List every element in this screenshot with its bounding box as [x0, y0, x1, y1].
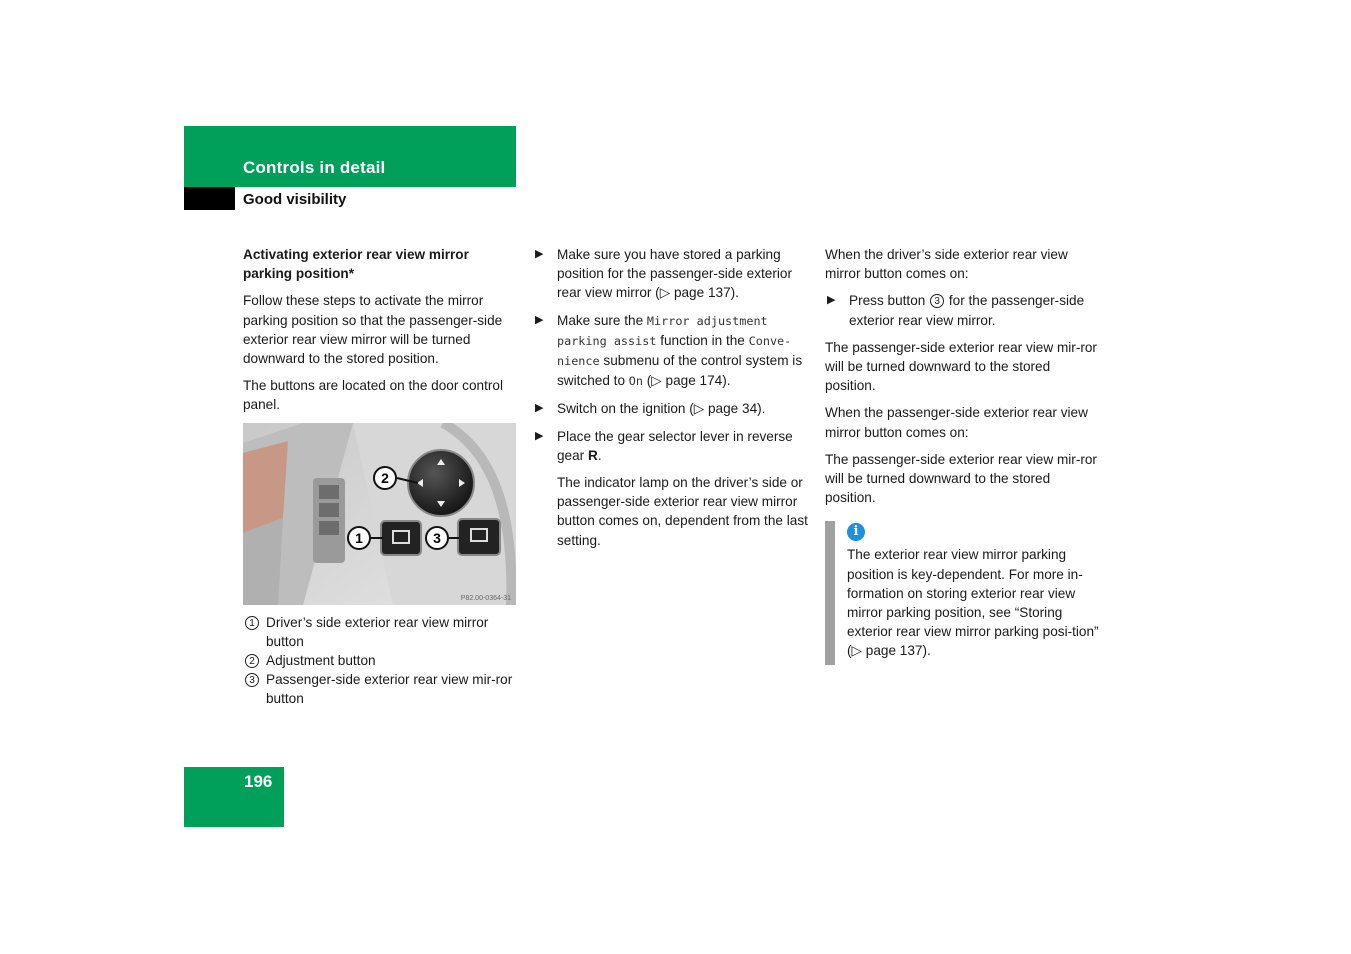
- step-store-position: ▶ Make sure you have stored a parking position for the passenger-side exterior rear view mirror (▷ page 137).: [535, 247, 792, 301]
- page-number: 196: [244, 772, 273, 791]
- procedure-heading: Activating exterior rear view mirror parking position*: [243, 247, 469, 282]
- svg-text:2: 2: [381, 469, 389, 486]
- figure-code: P82.00-0364-31: [460, 594, 511, 602]
- location-paragraph: The buttons are located on the door control panel.: [243, 378, 503, 413]
- figure-legend: [243, 613, 518, 709]
- result-paragraph: The passenger-side exterior rear view mir-ror will be turned downward to the stored position.: [825, 339, 1097, 394]
- legend-item: 2 Adjustment button: [243, 651, 518, 670]
- indicator-note: The indicator lamp on the driver’s side or passenger-side exterior rear view mirror button comes on, dependent from the last setting.: [557, 475, 808, 548]
- step-press-button-3: ▶ Press button 3 for the passenger-side exterior rear view mirror.: [827, 293, 1085, 328]
- bullet-triangle-icon: ▶: [827, 294, 836, 307]
- column-right: [825, 245, 1103, 665]
- door-control-panel-illustration: [243, 423, 516, 605]
- bullet-triangle-icon: ▶: [535, 248, 544, 260]
- intro-paragraph: Follow these steps to activate the mirror parking position so that the passenger-side exterior rear view mirror will be turned downward to the stored position.: [243, 293, 503, 367]
- column-left: [243, 245, 518, 709]
- driver-button-condition: When the driver’s side exterior rear view mirror button comes on:: [825, 247, 1068, 282]
- svg-text:3: 3: [433, 529, 441, 546]
- column-middle: [533, 245, 808, 558]
- info-bar: [825, 521, 835, 664]
- legend-item: 1 Driver’s side exterior rear view mirror button: [243, 613, 518, 651]
- bullet-triangle-icon: ▶: [535, 402, 544, 415]
- step-ignition: ▶ Switch on the ignition (▷ page 34).: [533, 399, 808, 418]
- legend-item: 3 Passenger-side exterior rear view mir-ror button: [243, 670, 518, 708]
- subsection-marker: [184, 187, 235, 210]
- bullet-triangle-icon: ▶: [535, 429, 544, 442]
- subsection-title: Good visibility: [243, 191, 347, 208]
- step-reverse-gear: ▶ Place the gear selector lever in reverse gear R.: [535, 428, 793, 463]
- result-paragraph-2: The passenger-side exterior rear view mir-ror will be turned downward to the stored position.: [825, 451, 1097, 506]
- info-icon: i: [847, 523, 865, 541]
- svg-text:1: 1: [355, 529, 363, 546]
- passenger-button-condition: When the passenger-side exterior rear view mirror button comes on:: [825, 405, 1088, 440]
- section-title: Controls in detail: [243, 158, 386, 177]
- info-text: The exterior rear view mirror parking position is key-dependent. For more in-formation on storing exterior rear view mirror parking position, see “Storing exterior rear view mirror parking posi-tion” (▷ page 137).: [847, 547, 1099, 659]
- step-check-function: ▶ Make sure the Mirror adjustment parking assist function in the Conve-nience submenu of the control system is switched to On (▷ page 174).: [535, 312, 803, 389]
- bullet-triangle-icon: ▶: [535, 313, 544, 326]
- info-note: [825, 521, 1103, 664]
